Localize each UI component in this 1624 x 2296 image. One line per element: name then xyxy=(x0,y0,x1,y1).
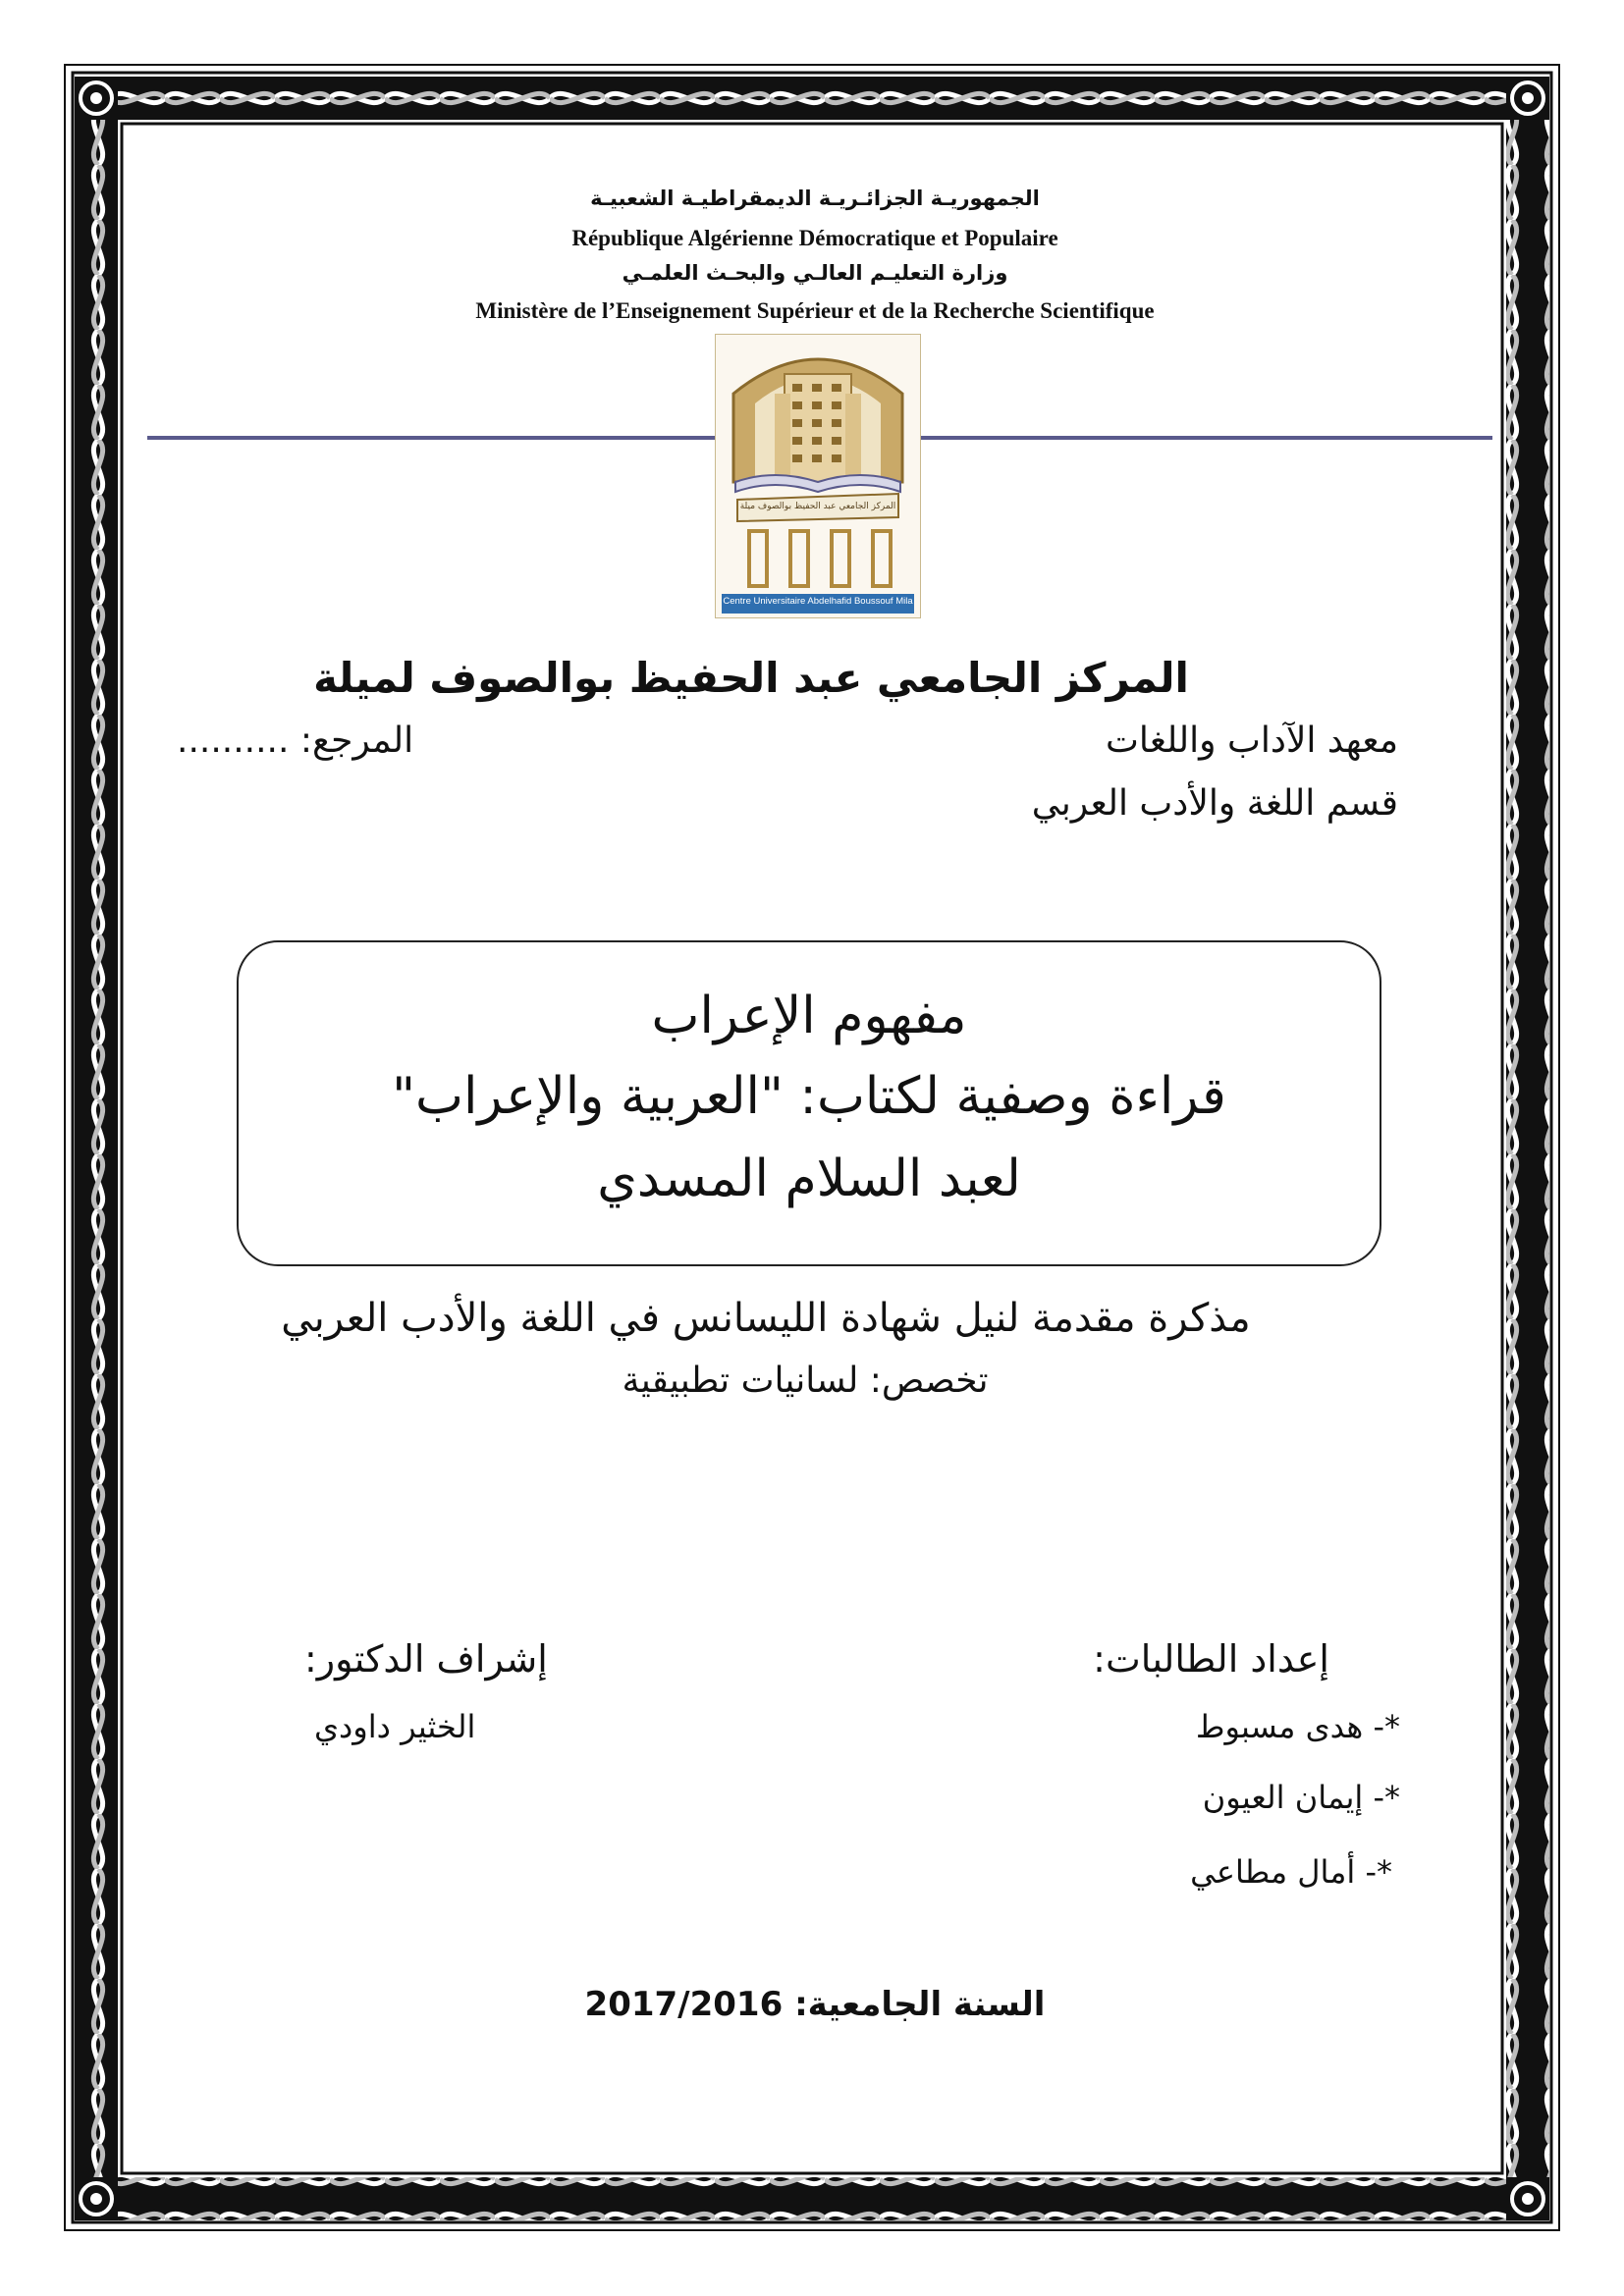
department-name: قسم اللغة والأدب العربي xyxy=(1031,783,1398,824)
logo-building-icon xyxy=(716,335,920,617)
logo-french-caption: Centre Universitaire Abdelhafid Boussouf Mila xyxy=(723,596,913,607)
university-logo xyxy=(715,334,921,618)
prepared-by-label: إعداد الطالبات: xyxy=(1093,1637,1329,1681)
title-line-2: قراءة وصفية لكتاب: "العربية والإعراب" xyxy=(392,1067,1226,1126)
header-rule-right xyxy=(919,436,1492,440)
header-rule-left xyxy=(147,436,715,440)
republic-arabic: الجمهوريـة الجزائـريـة الديمقراطيـة الشعبيـة xyxy=(590,187,1040,210)
corner-ornament-bottom-left xyxy=(75,2177,118,2220)
university-name: المركز الجامعي عبد الحفيظ بوالصوف لميلة xyxy=(313,654,1189,702)
title-line-1: مفهوم الإعراب xyxy=(651,987,967,1045)
corner-ornament-top-right xyxy=(1506,77,1549,120)
academic-year: السنة الجامعية: 2017/2016 xyxy=(584,1985,1046,2024)
student-name: *- أمال مطاعي xyxy=(1190,1853,1392,1891)
supervisor-name: الخثير داودي xyxy=(314,1708,476,1745)
republic-french: République Algérienne Démocratique et Populaire xyxy=(571,226,1058,250)
logo-arabic-caption: المركز الجامعي عبد الحفيظ بوالصوف ميلة xyxy=(739,502,896,511)
memo-description: مذكرة مقدمة لنيل شهادة الليسانس في اللغة والأدب العربي xyxy=(281,1296,1251,1341)
supervisor-label: إشراف الدكتور: xyxy=(304,1637,548,1681)
student-name: *- هدى مسبوط xyxy=(1195,1708,1400,1745)
student-name: *- إيمان العيون xyxy=(1202,1779,1400,1816)
reference-field: المرجع: .......... xyxy=(177,721,414,761)
title-line-3: لعبد السلام المسدي xyxy=(597,1149,1021,1208)
specialty: تخصص: لسانيات تطبيقية xyxy=(622,1361,989,1401)
corner-ornament-bottom-right xyxy=(1506,2177,1549,2220)
corner-ornament-top-left xyxy=(75,77,118,120)
thesis-title-box xyxy=(237,940,1381,1266)
institute-name: معهد الآداب واللغات xyxy=(1106,721,1398,761)
ministry-arabic: وزارة التعليـم العالـي والبحـث العلمـي xyxy=(622,261,1008,285)
ministry-french: Ministère de l’Enseignement Supérieur et de la Recherche Scientifique xyxy=(475,298,1155,323)
